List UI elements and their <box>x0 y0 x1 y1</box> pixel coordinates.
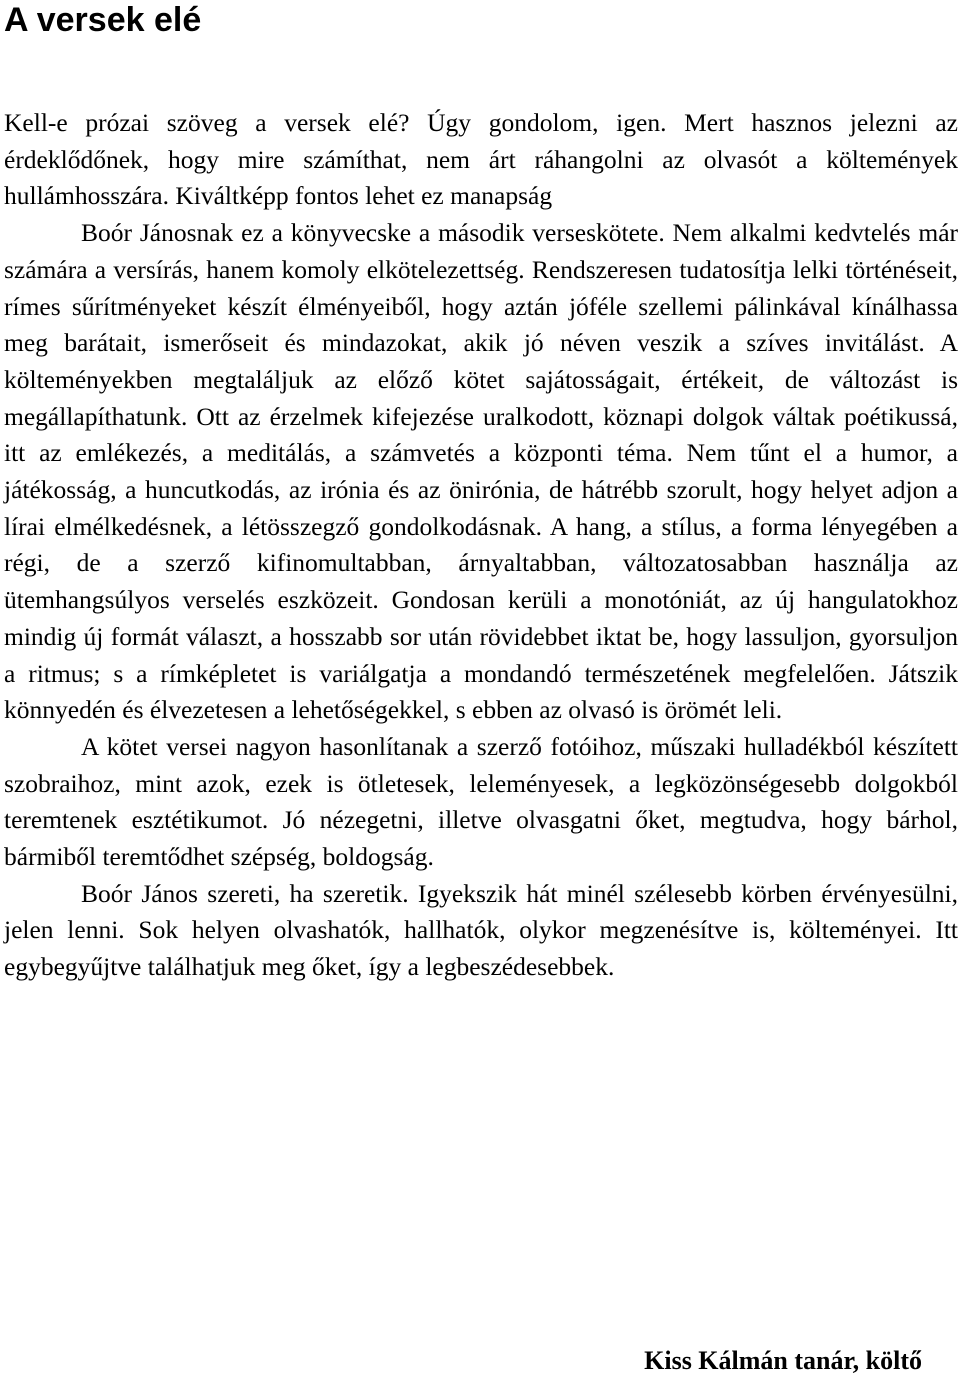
paragraph-second-volume: Boór Jánosnak ez a könyvecske a második verseskötete. Nem alkalmi kedvtelés már számára a versírás, hanem komoly elkötelezettség. Rendszeresen tudatosítja lelki történéseit, rímes sűrítményeket készít élményeiből, hogy aztán jóféle szellemi pálinkával kínálhassa meg barátait, ismerőseit és mindazokat, akik jó néven veszik a szíves invitálást. A költeményekben megtaláljuk az előző kötet sajátosságait, értékeit, de változást is megállapíthatunk. Ott az érzelmek kifejezése uralkodott, köznapi dolgok váltak poétikussá, itt az emlékezés, a meditálás, a számvetés a központi téma. Nem tűnt el a humor, a játékosság, a huncutkodás, az irónia és az önirónia, de hátrébb szorult, hogy helyet adjon a lírai elmélkedésnek, a létösszegző gondolkodásnak. A hang, a stílus, a forma lényegében a régi, de a szerző kifinomultabban, árnyaltabban, változatosabban használja az ütemhangsúlyos verselés eszközeit. Gondosan kerüli a monotóniát, az új hangulatokhoz mindig új formát választ, a hosszabb sor után rövidebbet iktat be, hogy lassuljon, gyorsuljon a ritmus; s a rímképletet is variálgatja a mondandó természetének megfelelően. Játszik könnyedén és élvezetesen a lehetőségekkel, s ebben az olvasó is örömét leli. <box>4 218 958 725</box>
paragraph-closing: Boór János szereti, ha szeretik. Igyekszik hát minél szélesebb körben érvényesülni, jelen lenni. Sok helyen olvashatók, hallhatók, olykor megzenésítve is, költeményei. Itt egybegyűjtve találhatjuk meg őket, így a legbeszédesebbek. <box>4 878 958 982</box>
paragraph-photos-comparison: A kötet versei nagyon hasonlítanak a szerző fotóihoz, műszaki hulladékból készített szobraihoz, mint azok, ezek is ötletesek, leleményesek, a legközönségesebb dolgokból teremtenek esztétikumot. Jó nézegetni, illetve olvasgatni őket, megtudva, hogy bárhol, bármiből teremtődhet szépség, boldogság. <box>4 731 958 872</box>
paragraph-intro: Kell-e prózai szöveg a versek elé? Úgy gondolom, igen. Mert hasznos jelezni az érdeklődőnek, hogy mire számíthat, nem árt ráhangolni az olvasót a költemények hullámhosszára. Kiváltképp fontos lehet ez manapság <box>4 108 958 211</box>
author-signature: Kiss Kálmán tanár, költő <box>644 1346 922 1375</box>
page-title: A versek elé <box>4 1 202 39</box>
document-body <box>4 105 958 986</box>
